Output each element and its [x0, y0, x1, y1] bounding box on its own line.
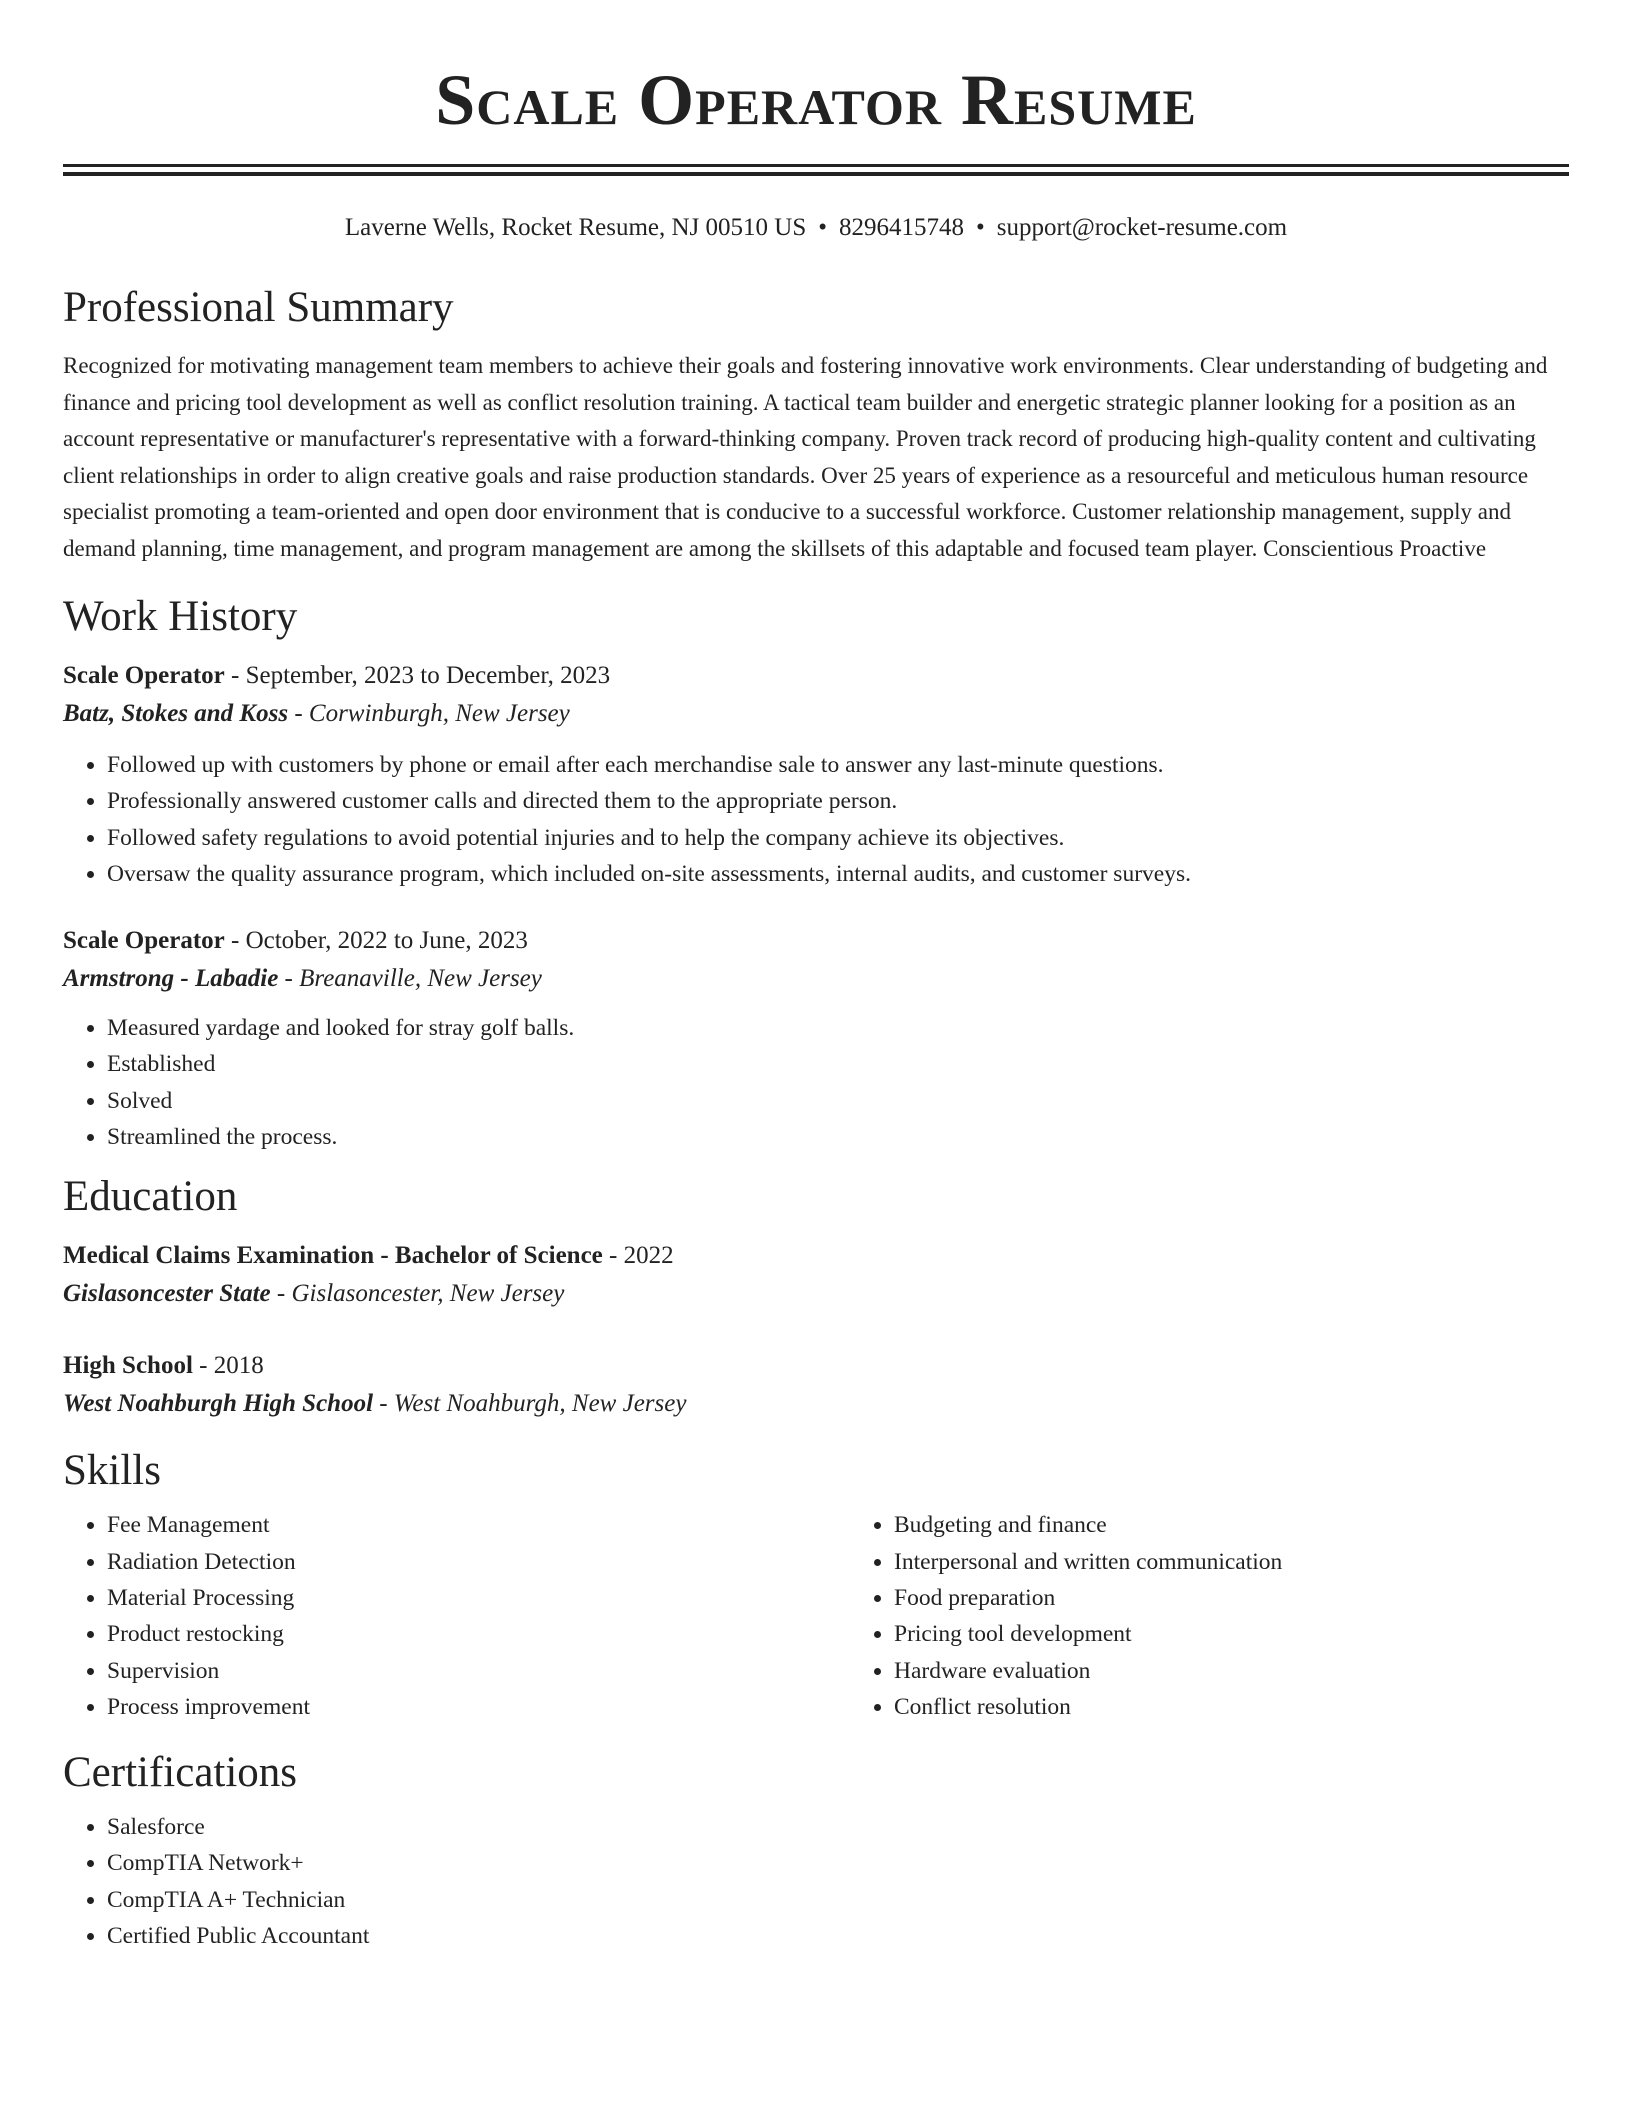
- education-degree: Medical Claims Examination - Bachelor of Science: [63, 1242, 603, 1270]
- job-title-line: [63, 922, 1569, 960]
- education-school: West Noahburgh High School: [63, 1390, 374, 1418]
- list-item: • Supervision: [107, 1653, 850, 1689]
- list-item: • Solved: [107, 1083, 1569, 1119]
- list-item: • Salesforce: [107, 1809, 1569, 1845]
- education-year: - 2018: [192, 1352, 264, 1380]
- list-item: • Measured yardage and looked for stray golf balls.: [107, 1010, 1569, 1046]
- list-item: • CompTIA Network+: [107, 1845, 1569, 1881]
- education-school-line: [63, 1275, 1569, 1313]
- job-title: Scale Operator: [63, 927, 225, 955]
- list-item: • Fee Management: [107, 1507, 850, 1543]
- education-degree-line: [63, 1347, 1569, 1385]
- job-location: - Corwinburgh, New Jersey: [288, 700, 570, 727]
- list-item: • Streamlined the process.: [107, 1119, 1569, 1155]
- list-item: • Budgeting and finance: [894, 1507, 1632, 1543]
- contact-line: [63, 212, 1569, 244]
- job-company: Armstrong - Labadie: [63, 965, 279, 993]
- job-company: Batz, Stokes and Koss: [63, 700, 289, 727]
- skills-list-right: [850, 1507, 1632, 1725]
- list-item: • Oversaw the quality assurance program, which included on-site assessments, internal audits, and customer surveys.: [107, 856, 1569, 892]
- education-year: - 2022: [602, 1242, 674, 1270]
- summary-text: Recognized for motivating management team members to achieve their goals and fostering innovative work environments. Clear understanding of budgeting and finance and pricing tool development as well as conflict resolution training. A tactical team builder and energetic strategic planner looking for a position as an account representative or manufacturer's representative with a forward-thinking company. Proven track record of producing high-quality content and cultivating client relationships in order to align creative goals and raise production standards. Over 25 years of experience as a resourceful and meticulous human resource specialist promoting a team-oriented and open door environment that is conducive to a successful workforce. Customer relationship management, supply and demand planning, time management, and program management are among the skillsets of this adaptable and focused team player. Conscientious Proactive: [63, 353, 1548, 561]
- list-item: • Followed up with customers by phone or email after each merchandise sale to answer any last-minute questions.: [107, 747, 1569, 783]
- contact-email: support@rocket-resume.com: [996, 214, 1288, 241]
- education-entry: [63, 1237, 1569, 1313]
- education-degree: High School: [63, 1352, 193, 1380]
- job-dates: - October, 2022 to June, 2023: [224, 927, 528, 955]
- list-item: • Hardware evaluation: [894, 1653, 1632, 1689]
- summary-heading: Professional Summary: [63, 284, 454, 331]
- list-item: • Professionally answered customer calls and directed them to the appropriate person.: [107, 783, 1569, 819]
- list-item: • Followed safety regulations to avoid potential injuries and to help the company achieve its objectives.: [107, 820, 1569, 856]
- title-divider: [63, 164, 1569, 176]
- job-title-line: [63, 657, 1569, 695]
- education-location: - West Noahburgh, New Jersey: [373, 1390, 687, 1418]
- education-entry: [63, 1347, 1569, 1423]
- job-bullets: [63, 1010, 1569, 1155]
- list-item: • Food preparation: [894, 1580, 1632, 1616]
- list-item: • Certified Public Accountant: [107, 1918, 1569, 1954]
- education-heading: Education: [63, 1173, 238, 1221]
- list-item: • Radiation Detection: [107, 1544, 850, 1580]
- education-school-line: [63, 1385, 1569, 1423]
- list-item: • Process improvement: [107, 1689, 850, 1725]
- work-history-heading: Work History: [63, 593, 298, 640]
- contact-separator: •: [818, 214, 828, 241]
- list-item: • Product restocking: [107, 1616, 850, 1652]
- job-bullets: [63, 747, 1569, 892]
- certifications-heading: Certifications: [63, 1749, 298, 1797]
- page-title: Scale Operator Resume: [435, 60, 1197, 140]
- education-school: Gislasoncester State: [63, 1280, 271, 1308]
- list-item: • Interpersonal and written communication: [894, 1544, 1632, 1580]
- list-item: • Pricing tool development: [894, 1616, 1632, 1652]
- job-title: Scale Operator: [63, 662, 225, 689]
- contact-address: Laverne Wells, Rocket Resume, NJ 00510 US: [344, 214, 807, 241]
- job-location: - Breanaville, New Jersey: [278, 965, 542, 993]
- job-company-line: [63, 960, 1569, 998]
- certifications-list: [63, 1809, 1569, 1954]
- contact-phone: 8296415748: [839, 214, 965, 241]
- skills-grid: [63, 1507, 1569, 1725]
- job-entry: [63, 657, 1569, 892]
- list-item: • Material Processing: [107, 1580, 850, 1616]
- list-item: • Established: [107, 1046, 1569, 1082]
- contact-separator: •: [976, 214, 985, 241]
- education-location: - Gislasoncester, New Jersey: [270, 1280, 565, 1308]
- skills-list-left: [63, 1507, 850, 1725]
- education-degree-line: [63, 1237, 1569, 1275]
- job-entry: [63, 922, 1569, 1155]
- skills-heading: Skills: [63, 1447, 161, 1495]
- list-item: • CompTIA A+ Technician: [107, 1882, 1569, 1918]
- job-dates: - September, 2023 to December, 2023: [224, 662, 611, 689]
- job-company-line: [63, 695, 1569, 733]
- list-item: • Conflict resolution: [894, 1689, 1632, 1725]
